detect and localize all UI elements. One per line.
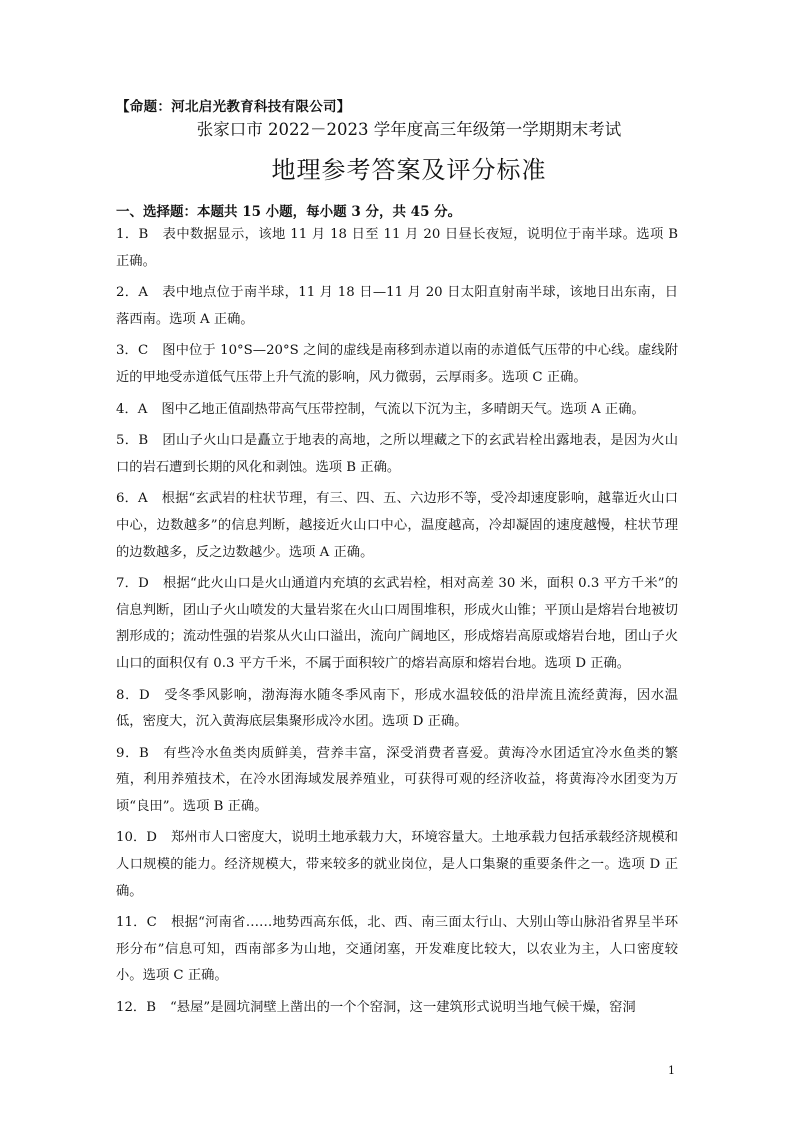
answer-number: 9．B: [116, 745, 149, 761]
answer-number: 2．A: [116, 285, 148, 301]
answer-number: 7．D: [116, 576, 149, 592]
answer-explanation: 郑州市人口密度大，说明土地承载力大，环境容量大。土地承载力包括承载经济规模和人口规模的能力。经济规模大，带来较多的就业岗位，是人口集聚的重要条件之一。选项 D 正确。: [116, 830, 679, 899]
answer-explanation: 表中数据显示，该地 11 月 18 日至 11 月 20 日昼长夜短，说明位于南半球。选项 B 正确。: [116, 227, 678, 269]
answer-explanation: 受冬季风影响，渤海海水随冬季风南下，形成水温较低的沿岸流且流经黄海，因水温低，密度大，沉入黄海底层集聚形成冷水团。选项 D 正确。: [116, 687, 679, 730]
answer-item: [116, 486, 678, 566]
answer-item: [116, 338, 678, 391]
answer-item: [116, 428, 678, 481]
answer-explanation: 根据“玄武岩的柱状节理，有三、四、五、六边形不等，受冷却速度影响，越靠近火山口中心，边数越多”的信息判断，越接近火山口中心，温度越高，冷却凝固的速度越慢，柱状节理的边数越多，反之边数越少。选项 A 正确。: [116, 491, 679, 560]
answer-number: 1．B: [116, 227, 149, 242]
exam-title: 张家口市 2022－2023 学年度高三年级第一学期期末考试: [196, 120, 622, 139]
answer-number: 4．A: [116, 401, 148, 417]
answer-number: 12．B: [116, 1000, 156, 1016]
answer-item: [116, 571, 678, 677]
answer-item: [116, 397, 678, 424]
answer-number: 6．A: [116, 491, 148, 507]
answer-item: [116, 825, 678, 905]
answer-explanation: 有些冷水鱼类肉质鲜美，营养丰富，深受消费者喜爱。黄海冷水团适宜冷水鱼类的繁殖，利用养殖技术，在冷水团海域发展养殖业，可获得可观的经济收益，将黄海冷水团变为万顷“良田”。选项 B 正确。: [116, 745, 679, 814]
answer-explanation: 表中地点位于南半球，11 月 18 日—11 月 20 日太阳直射南半球，该地日出东南，日落西南。选项 A 正确。: [116, 285, 679, 327]
answer-explanation: “悬屋”是圆坑洞壁上凿出的一个个窑洞，这一建筑形式说明当地气候干燥，窑洞: [170, 1000, 636, 1016]
answer-item: [116, 222, 678, 275]
answer-explanation: 图中乙地正值副热带高气压带控制，气流以下沉为主，多晴朗天气。选项 A 正确。: [161, 401, 645, 417]
answer-explanation: 图中位于 10°S—20°S 之间的虚线是南移到赤道以南的赤道低气压带的中心线。虚线附近的甲地受赤道低气压带上升气流的影响，风力微弱，云厚雨多。选项 C 正确。: [116, 343, 678, 385]
answer-number: 5．B: [116, 433, 149, 449]
answer-number: 3．C: [116, 343, 149, 359]
answer-explanation: 团山子火山口是矗立于地表的高地，之所以埋藏之下的玄武岩栓出露地表，是因为火山口的岩石遭到长期的风化和剥蚀。选项 B 正确。: [116, 433, 679, 475]
answer-item: [116, 683, 678, 736]
answer-list: [116, 222, 678, 1027]
answer-item: [116, 280, 678, 333]
answer-explanation: 根据“此火山口是火山通道内充填的玄武岩栓，相对高差 30 米，面积 0.3 平方千米”的信息判断，团山子火山喷发的大量岩浆在火山口周围堆积，形成火山锥；平顶山是熔岩台地被切割形成的；流动性强的岩浆从火山口溢出，流向广阔地区，形成熔岩高原或熔岩台地，团山子火山口的面积仅有 0.3 平方千米，不属于面积较广的熔岩高原和熔岩台地。选项 D 正确。: [116, 576, 678, 671]
answer-item: [116, 995, 678, 1022]
page-number: 1: [668, 1064, 675, 1077]
publisher-note: 【命题：河北启光教育科技有限公司】: [116, 99, 351, 115]
answer-explanation: 根据“河南省……地势西高东低，北、西、南三面太行山、大别山等山脉沿省界呈半环形分布”信息可知，西南部多为山地，交通闭塞，开发难度比较大，以农业为主，人口密度较小。选项 C 正确。: [116, 915, 679, 984]
answer-item: [116, 910, 678, 990]
answer-item: [116, 741, 678, 821]
answer-number: 10．D: [116, 830, 157, 846]
answer-number: 8．D: [116, 687, 150, 703]
section-heading: 一、选择题：本题共 15 小题，每小题 3 分，共 45 分。: [116, 204, 462, 220]
answer-number: 11．C: [116, 915, 157, 931]
document-title: 地理参考答案及评分标准: [271, 156, 547, 184]
